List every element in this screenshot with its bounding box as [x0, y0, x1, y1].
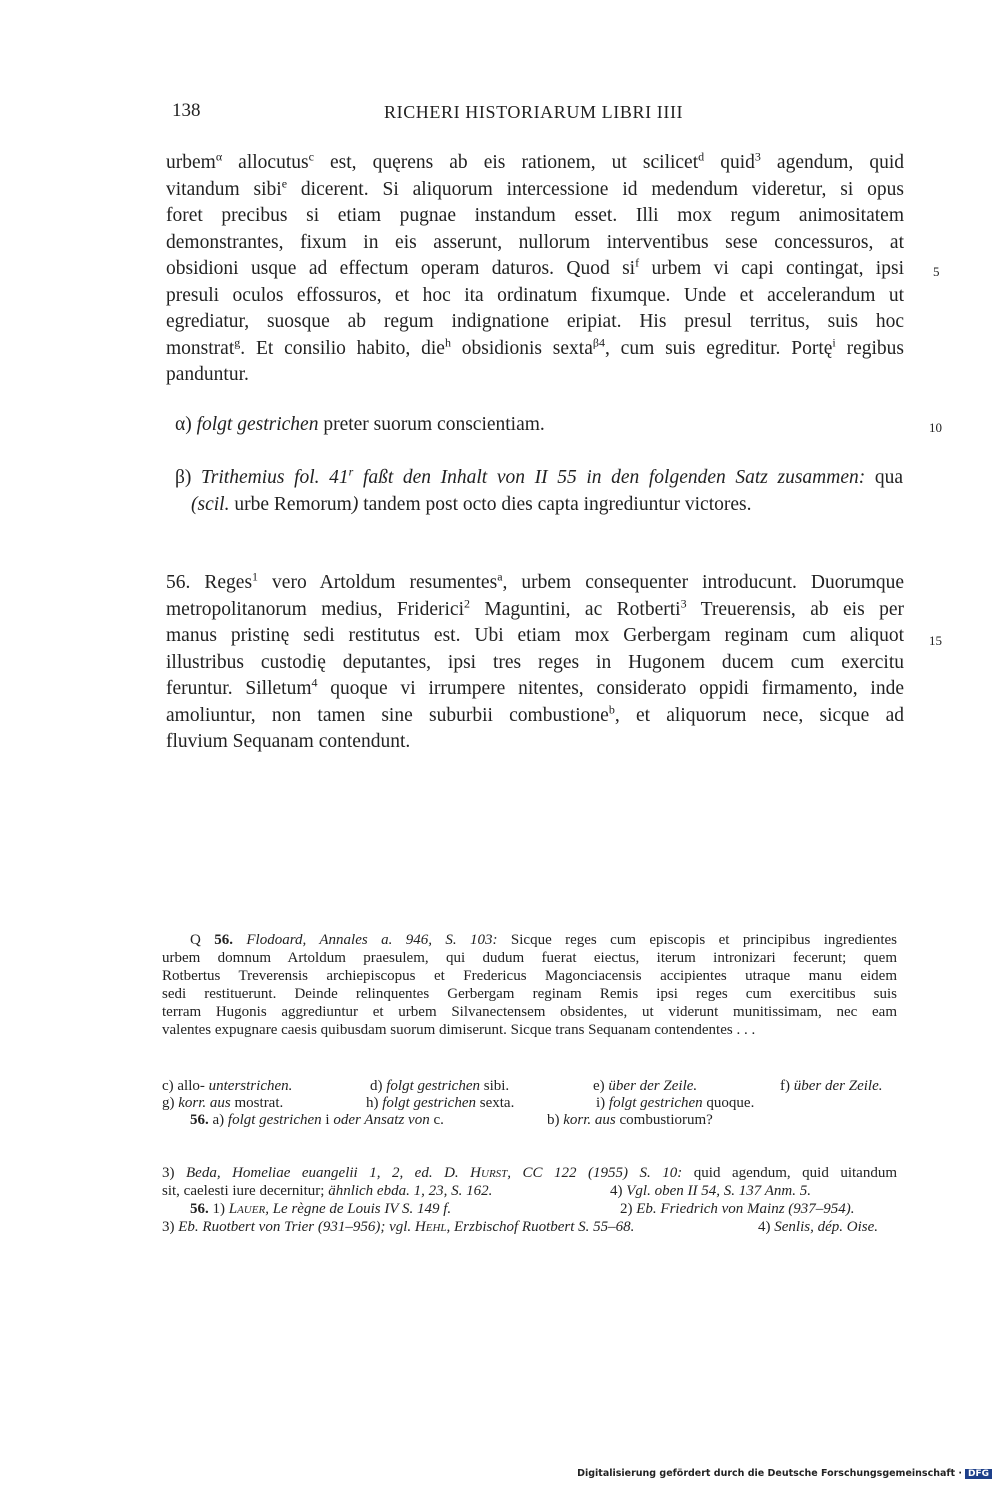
critical-apparatus	[162, 1078, 897, 1129]
text-line: (scil. urbe Remorum) tandem post octo dies capta ingrediuntur victores.	[191, 493, 752, 515]
text-line: Rotbertus Treverensis archiepiscopus et Fredericus Magonciacensis accipientes utraque manu eidem	[162, 968, 897, 984]
variant-beta	[175, 465, 903, 518]
apparatus-g: g) korr. aus mostrat.	[162, 1095, 284, 1111]
text-line: presuli oculos effossuros, et hoc ita ordinatum fixumque. Unde et accelerandum ut	[166, 284, 904, 306]
apparatus-56a: 56. a) folgt gestrichen i oder Ansatz von c.	[190, 1112, 444, 1128]
line-number: 5	[933, 264, 940, 279]
footnote-56-4: 4) Senlis, dép. Oise.	[758, 1219, 878, 1235]
apparatus-e: e) über der Zeile.	[593, 1078, 698, 1094]
text-line: panduntur.	[166, 364, 249, 385]
apparatus-d: d) folgt gestrichen sibi.	[370, 1078, 510, 1094]
page-number: 138	[172, 100, 201, 121]
apparatus-c: c) allo- unterstrichen.	[162, 1078, 293, 1094]
footnote-56-1: 56. 1) Lauer, Le règne de Louis IV S. 149 f.	[190, 1201, 452, 1217]
text-line: sedi restituerunt. Deinde relinquentes Gerbergam reginam Remis ipsi reges cum exercitibus suis	[162, 986, 897, 1002]
text-line: 56. Reges$^1$ vero Artoldum resumentes$^a$, urbem consequenter introducunt. Duorumque	[166, 569, 905, 593]
text-line: illustribus custodię deputantes, ipsi tres reges in Hugonem ducem cum exercitu	[166, 651, 904, 673]
text-line: urbem domnum Artoldum praesulem, qui dudum fuerat eiectus, iterum intronizari fecerunt; quem	[162, 950, 897, 966]
text-line: vitandum sibi$^e$ dicerent. Si aliquorum intercessione id medendum videretur, si opus	[166, 176, 904, 200]
main-text-chapter-55	[166, 150, 904, 389]
text-line: Q 56. Flodoard, Annales a. 946, S. 103: Sicque reges cum episcopis et principibus ingredientes	[190, 932, 898, 948]
apparatus-f: f) über der Zeile.	[780, 1078, 883, 1094]
apparatus-h: h) folgt gestrichen sexta.	[366, 1095, 515, 1111]
footnote-56-2: 2) Eb. Friedrich von Mainz (937–954).	[620, 1201, 855, 1217]
text-line: manus pristinę sedi restitutus est. Ubi etiam mox Gerbergam reginam cum aliquot	[166, 625, 904, 646]
text-line: urbem$^\alpha$ allocutus$^c$ est, quęrens ab eis rationem, ut scilicet$^d$ quid$^3$ agendum, quid	[166, 149, 905, 173]
line-number: 10	[929, 420, 942, 435]
source-note-q56	[162, 931, 897, 1039]
text-line: foret precibus si etiam pugnae instandum esset. Illi mox regum animositatem	[166, 205, 904, 226]
text-line: fluvium Sequanam contendunt.	[166, 731, 411, 752]
funding-text: Digitalisierung gefördert durch die Deutsche Forschungsgemeinschaft ·	[577, 1468, 962, 1479]
text-line: terram Hugonis aggrediuntur et urbem Silvanectensem obsidentes, ut viderunt munitissimam, nec eam	[162, 1004, 897, 1020]
text-line: egrediatur, suosque ab regum indignatione eripiat. His presul territus, suis hoc	[166, 311, 904, 332]
apparatus-56b: b) korr. aus combustiorum?	[547, 1112, 713, 1128]
text-line: demonstrantes, fixum in eis asserunt, nullorum interventibus sese concessuros, at	[166, 231, 904, 253]
footnote-line: sit, caelesti iure decernitur; ähnlich ebda. 1, 23, S. 162.	[162, 1183, 493, 1199]
text-line: monstrat$^g$. Et consilio habito, die$^h$ obsidionis sexta$^{\beta 4}$, cum suis egreditur. Portę$^i$ regibus	[166, 335, 904, 359]
text-line: metropolitanorum medius, Friderici$^2$ Maguntini, ac Rotberti$^3$ Treuerensis, ab eis per	[166, 596, 904, 620]
text-line: valentes expugnare caesis quibusdam suorum dimiserunt. Sicque trans Sequanam contendentes . . .	[162, 1022, 756, 1038]
text-line: feruntur. Silletum$^4$ quoque vi irrumpere nitentes, considerato oppidi firmamento, inde	[166, 675, 904, 699]
variant-alpha: α) folgt gestrichen preter suorum conscientiam.	[175, 414, 545, 435]
footnote-4: 4) Vgl. oben II 54, S. 137 Anm. 5.	[610, 1183, 811, 1199]
apparatus-i: i) folgt gestrichen quoque.	[596, 1095, 755, 1111]
running-title: RICHERI HISTORIARUM LIBRI IIII	[384, 102, 684, 122]
footnotes	[162, 1164, 897, 1236]
text-line: β) Trithemius fol. 41$^r$ faßt den Inhalt von II 55 in den folgenden Satz zusammen: qua	[175, 464, 903, 488]
main-text-chapter-56	[166, 570, 904, 756]
dfg-logo: DFG	[965, 1469, 992, 1479]
text-line: obsidioni usque ad effectum operam daturos. Quod $si^f$ urbem vi capi contingat, ipsi	[166, 255, 904, 279]
footnote-line: 3) Beda, Homeliae euangelii 1, 2, ed. D. Hurst, CC 122 (1955) S. 10: quid agendum, quid uitandum	[162, 1165, 897, 1181]
footnote-56-3: 3) Eb. Ruotbert von Trier (931–956); vgl. Hehl, Erzbischof Ruotbert S. 55–68.	[162, 1219, 635, 1235]
funding-footer	[577, 1468, 992, 1479]
line-number: 15	[929, 633, 942, 648]
text-line: amoliuntur, non tamen sine suburbii combustione$^b$, et aliquorum nece, sicque ad	[166, 702, 904, 726]
